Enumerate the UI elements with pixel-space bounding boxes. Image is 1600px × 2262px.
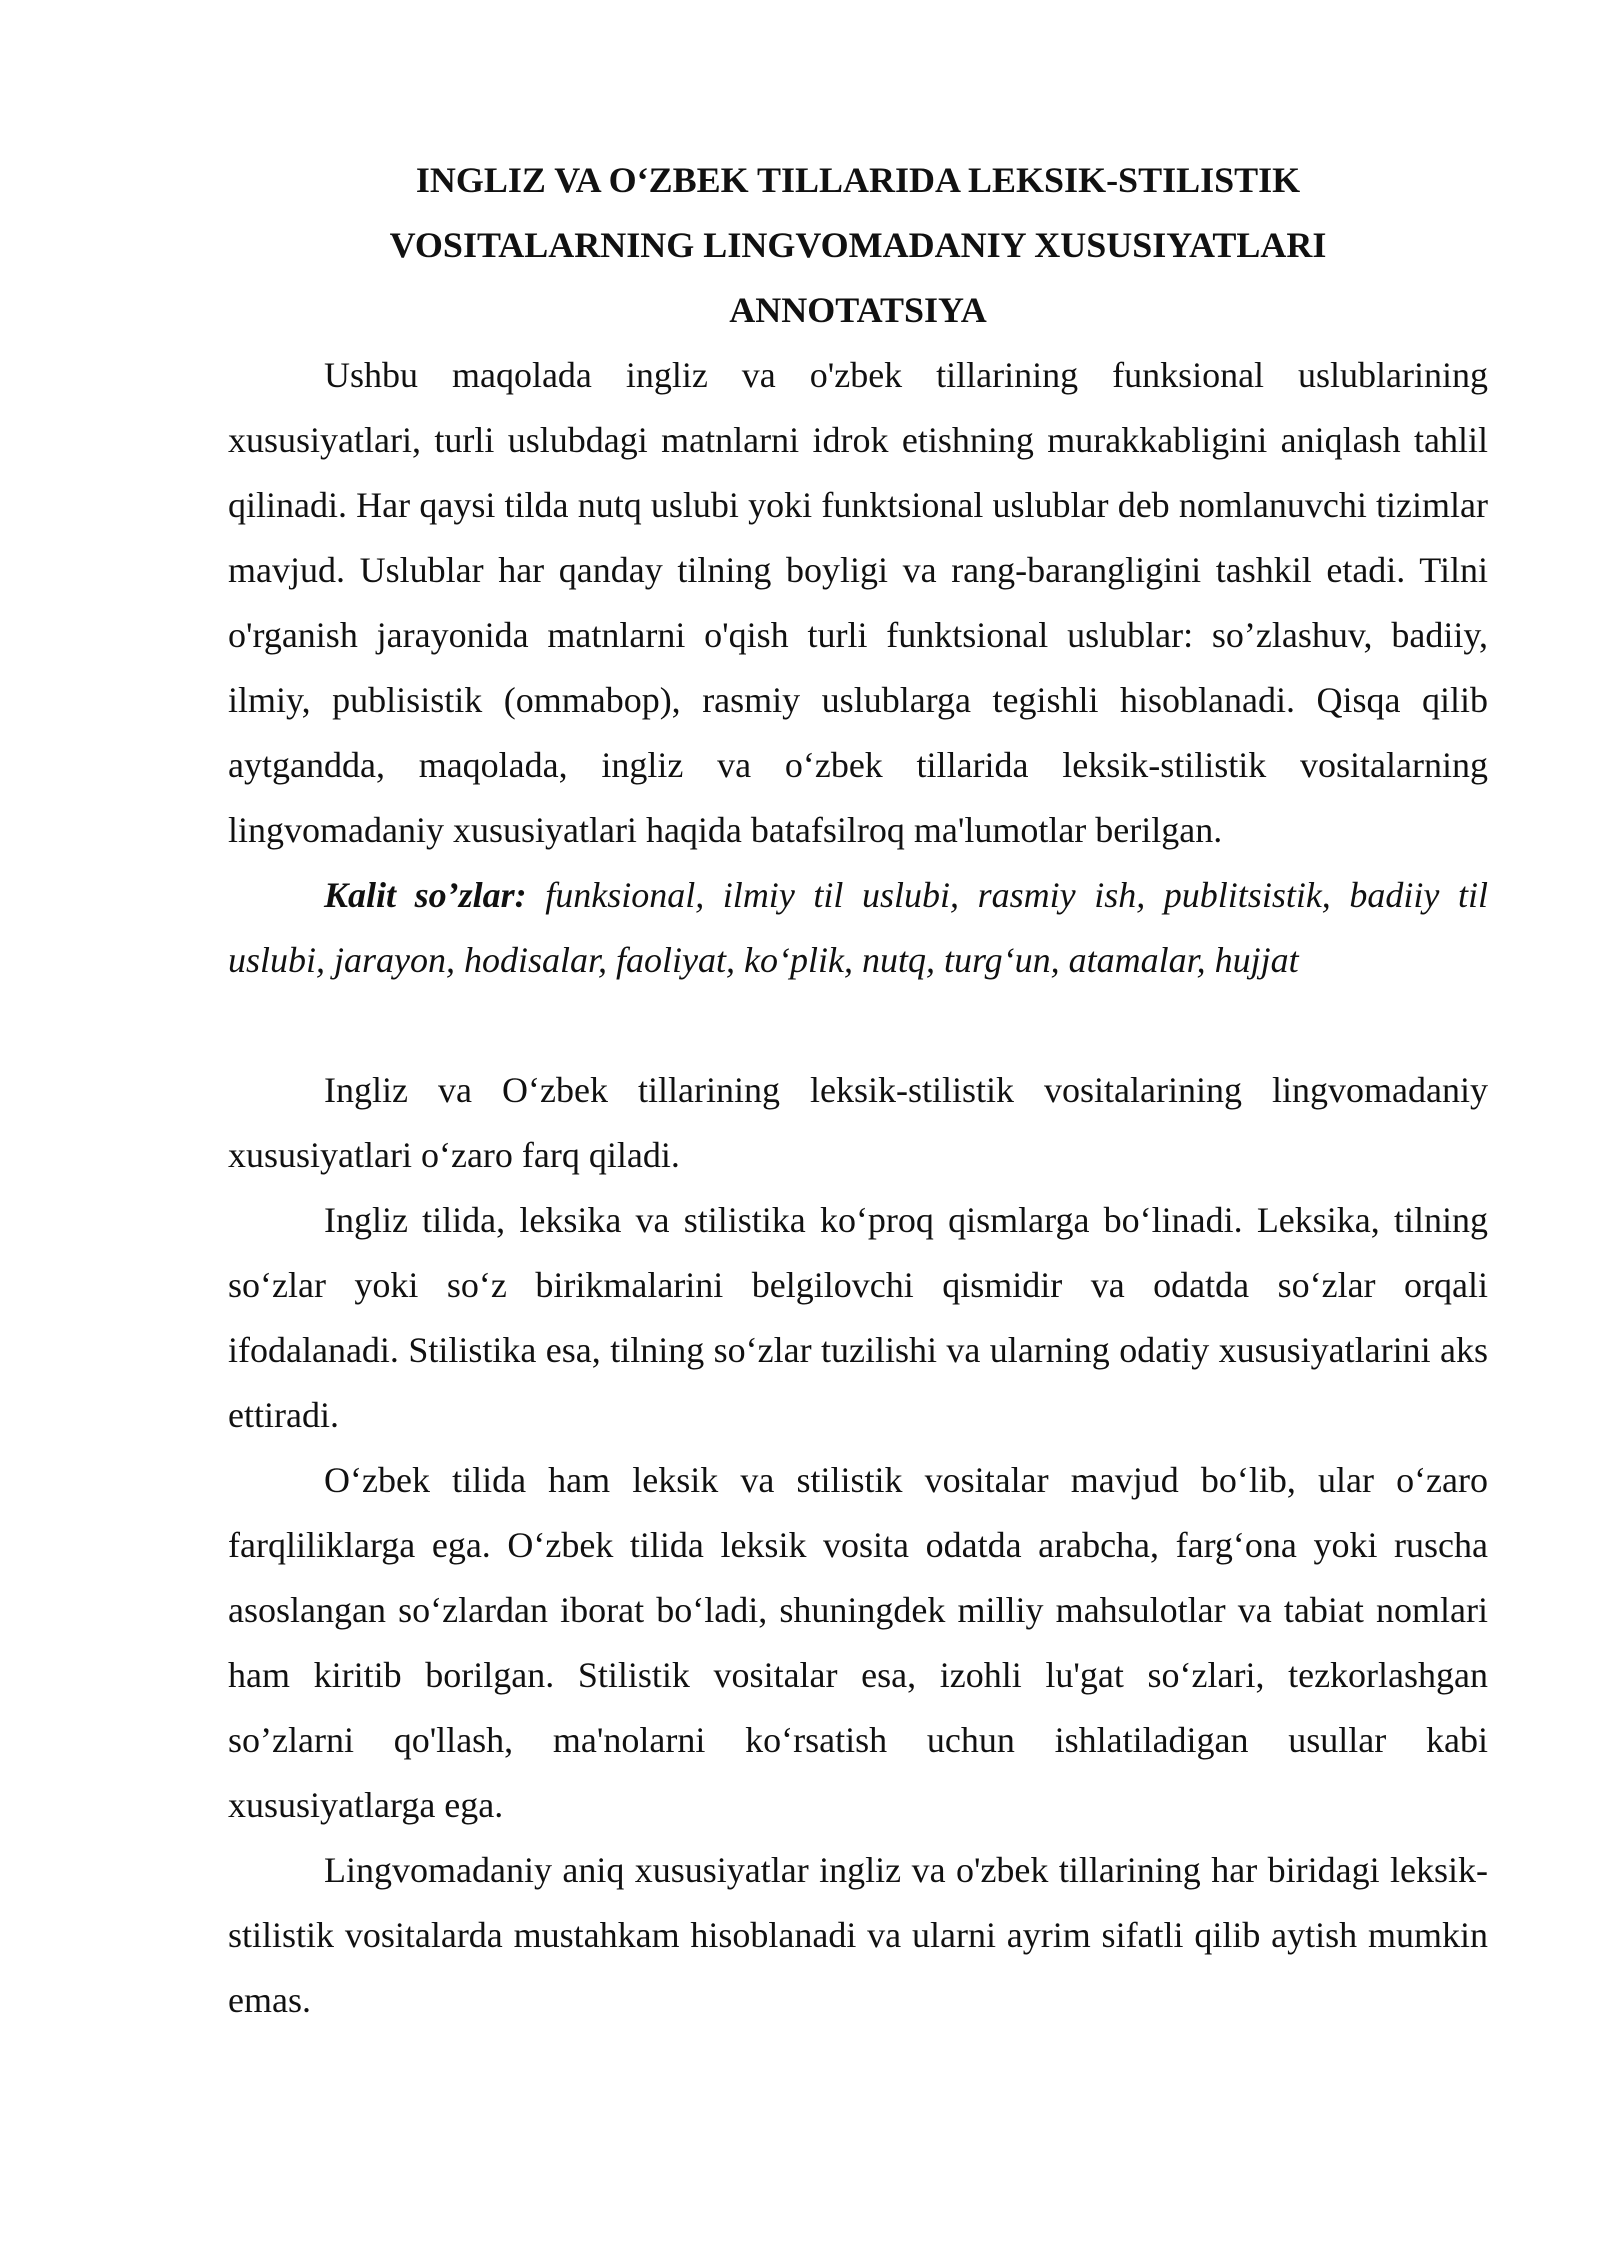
abstract-paragraph: Ushbu maqolada ingliz va o'zbek tillarining funksional uslublarining xususiyatlari, turli uslubdagi matnlarni idrok etishning murakkabligini aniqlash tahlil qilinadi. Har qaysi tilda nutq uslubi yoki funktsional uslublar deb nomlanuvchi tizimlar mavjud. Uslublar har qanday tilning boyligi va rang-barangligini tashkil etadi. Tilni o'rganish jarayonida matnlarni o'qish turli funktsional uslublar: so’zlashuv, badiiy, ilmiy, publisistik (ommabop), rasmiy uslublarga tegishli hisoblanadi. Qisqa qilib aytgandda, maqolada, ingliz va o‘zbek tillarida leksik-stilistik vositalarning lingvomadaniy xususiyatlari haqida batafsilroq ma'lumotlar berilgan. xyxy=(228,355,1488,850)
body-paragraph-2: Ingliz tilida, leksika va stilistika ko‘proq qismlarga bo‘linadi. Leksika, tilning so‘zlar yoki so‘z birikmalarini belgilovchi qismidir va odatda so‘zlar orqali ifodalanadi. Stilistika esa, tilning so‘zlar tuzilishi va ularning odatiy xususiyatlarini aks ettiradi. xyxy=(228,1200,1488,1435)
keywords-paragraph xyxy=(228,863,1488,993)
document-page xyxy=(228,148,1488,2033)
section-heading-annotation: ANNOTATSIYA xyxy=(729,290,987,330)
title-line-1: INGLIZ VA O‘ZBEK TILLARIDA LEKSIK-STILISTIK xyxy=(415,160,1301,200)
keywords-list: funksional, ilmiy til uslubi, rasmiy ish, publitsistik, badiiy til uslubi, jarayon, hodisalar, faoliyat, ko‘plik, nutq, turg‘un, atamalar, hujjat xyxy=(228,875,1488,980)
body-paragraph-3: O‘zbek tilida ham leksik va stilistik vositalar mavjud bo‘lib, ular o‘zaro farqliliklarga ega. O‘zbek tilida leksik vosita odatda arabcha, farg‘ona yoki ruscha asoslangan so‘zlardan iborat bo‘ladi, shuningdek milliy mahsulotlar va tabiat nomlari ham kiritib borilgan. Stilistik vositalar esa, izohli lu'gat so‘zlari, tezkorlashgan so’zlarni qo'llash, ma'nolarni ko‘rsatish uchun ishlatiladigan usullar kabi xususiyatlarga ega. xyxy=(228,1460,1488,1825)
body-paragraph-4: Lingvomadaniy aniq xususiyatlar ingliz va o'zbek tillarining har biridagi leksik-stilistik vositalarda mustahkam hisoblanadi va ularni ayrim sifatli qilib aytish mumkin emas. xyxy=(228,1850,1488,2020)
title-line-2: VOSITALARNING LINGVOMADANIY XUSUSIYATLARI xyxy=(389,225,1327,265)
body-paragraph-1: Ingliz va O‘zbek tillarining leksik-stilistik vositalarining lingvomadaniy xususiyatlari o‘zaro farq qiladi. xyxy=(228,1070,1488,1175)
blank-line xyxy=(228,993,1488,1058)
keywords-label: Kalit so’zlar: xyxy=(324,875,527,915)
